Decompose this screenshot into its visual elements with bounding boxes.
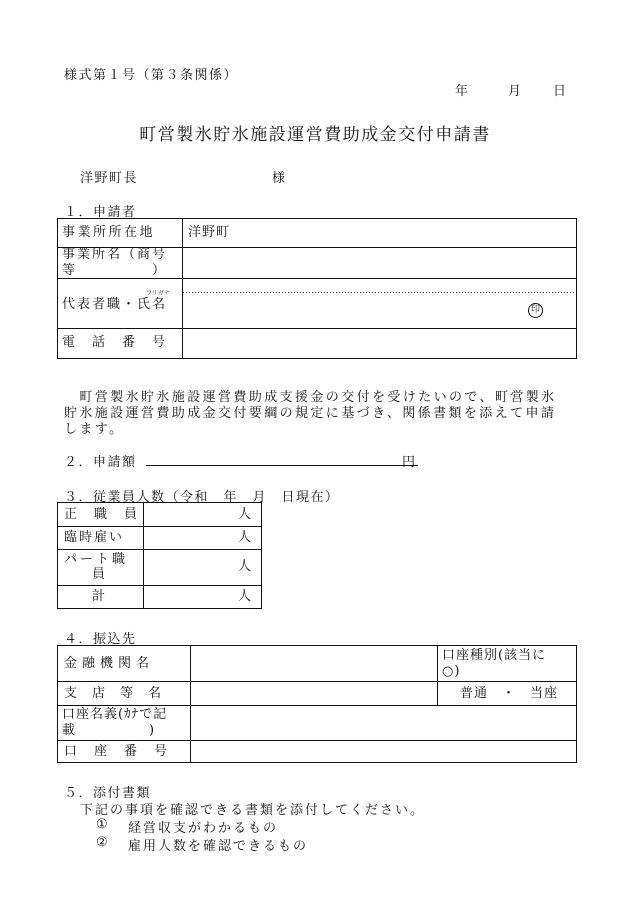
body-text-line2: 貯氷施設運営費助成金交付要綱の規定に基づき、関係書類を添えて申請 [64, 406, 557, 421]
bank-name-input[interactable] [192, 648, 434, 679]
addressee-honorific: 様 [272, 171, 287, 186]
section-amount-heading: ２．申請額 [64, 455, 137, 470]
employee-total-unit: 人 [238, 589, 253, 604]
office-address-label: 事業所所在地 [62, 225, 156, 240]
office-name-label-line2: 等 ） [62, 263, 168, 278]
account-type-label-line2: ○) [442, 664, 461, 679]
body-text-line1: 町営製氷貯氷施設運営費助成支援金の交付を受けたいので、町営製氷 [64, 390, 557, 405]
representative-input[interactable] [184, 294, 514, 324]
section-applicant-heading: １．申請者 [64, 205, 137, 220]
form-number: 様式第１号（第３条関係） [64, 68, 239, 83]
office-name-input[interactable] [184, 250, 574, 276]
amount-unit: 円 [402, 455, 417, 470]
attachments-intro: 下記の事項を確認できる書類を添付してください。 [80, 803, 426, 818]
phone-label: 電 話 番 号 [62, 335, 168, 350]
attachment-item-text: 経営収支がわかるもの [128, 821, 279, 836]
branch-label: 支 店 等 名 [64, 686, 163, 701]
employee-temporary-unit: 人 [238, 530, 253, 545]
amount-input[interactable] [150, 451, 390, 465]
account-holder-label-line2: 載 ) [62, 723, 156, 738]
furigana-label: フリガナ [146, 290, 170, 297]
account-holder-input[interactable] [192, 707, 574, 739]
employee-total-label: 計 [92, 589, 107, 604]
section-employees-heading: ３．従業員人数（令和 年 月 日現在） [64, 490, 340, 505]
section-bank-heading: ４．振込先 [64, 632, 137, 647]
employee-parttime-label-line1: パート職 [64, 552, 129, 567]
seal-mark: 印 [528, 303, 543, 318]
employee-temporary-label: 臨時雇い [64, 530, 125, 545]
office-name-label-line1: 事業所名（商号 [62, 247, 168, 262]
office-address-value[interactable]: 洋野町 [188, 225, 231, 240]
employee-fulltime-label: 正 職 員 [64, 507, 140, 522]
account-type-options[interactable]: 普通 ・ 当座 [460, 686, 559, 701]
attachment-item-number: ② [96, 835, 110, 850]
account-number-input[interactable] [192, 742, 574, 761]
date-day-label: 日 [553, 84, 568, 99]
phone-input[interactable] [184, 331, 574, 356]
branch-input[interactable] [192, 683, 434, 704]
page-title: 町営製氷貯氷施設運営費助成金交付申請書 [139, 125, 491, 145]
date-month-label: 月 [508, 84, 523, 99]
body-text-line3: します。 [64, 422, 125, 437]
employee-parttime-label-line2: 員 [92, 567, 107, 582]
account-number-label: 口 座 番 号 [64, 744, 170, 759]
employee-parttime-unit: 人 [238, 559, 253, 574]
addressee-name: 洋野町長 [80, 171, 139, 186]
attachment-item-number: ① [96, 817, 110, 832]
date-year-label: 年 [455, 84, 470, 99]
employee-fulltime-unit: 人 [238, 507, 253, 522]
account-holder-label-line1: 口座名義(ｶﾅで記 [62, 707, 168, 722]
section-attachments-heading: ５．添付書類 [64, 786, 152, 801]
representative-label: 代表者職・氏名 [62, 297, 168, 312]
attachment-item-text: 雇用人数を確認できるもの [128, 839, 309, 854]
bank-name-label: 金融機関名 [64, 656, 155, 671]
account-type-label-line1: 口座種別(該当に [442, 648, 547, 663]
